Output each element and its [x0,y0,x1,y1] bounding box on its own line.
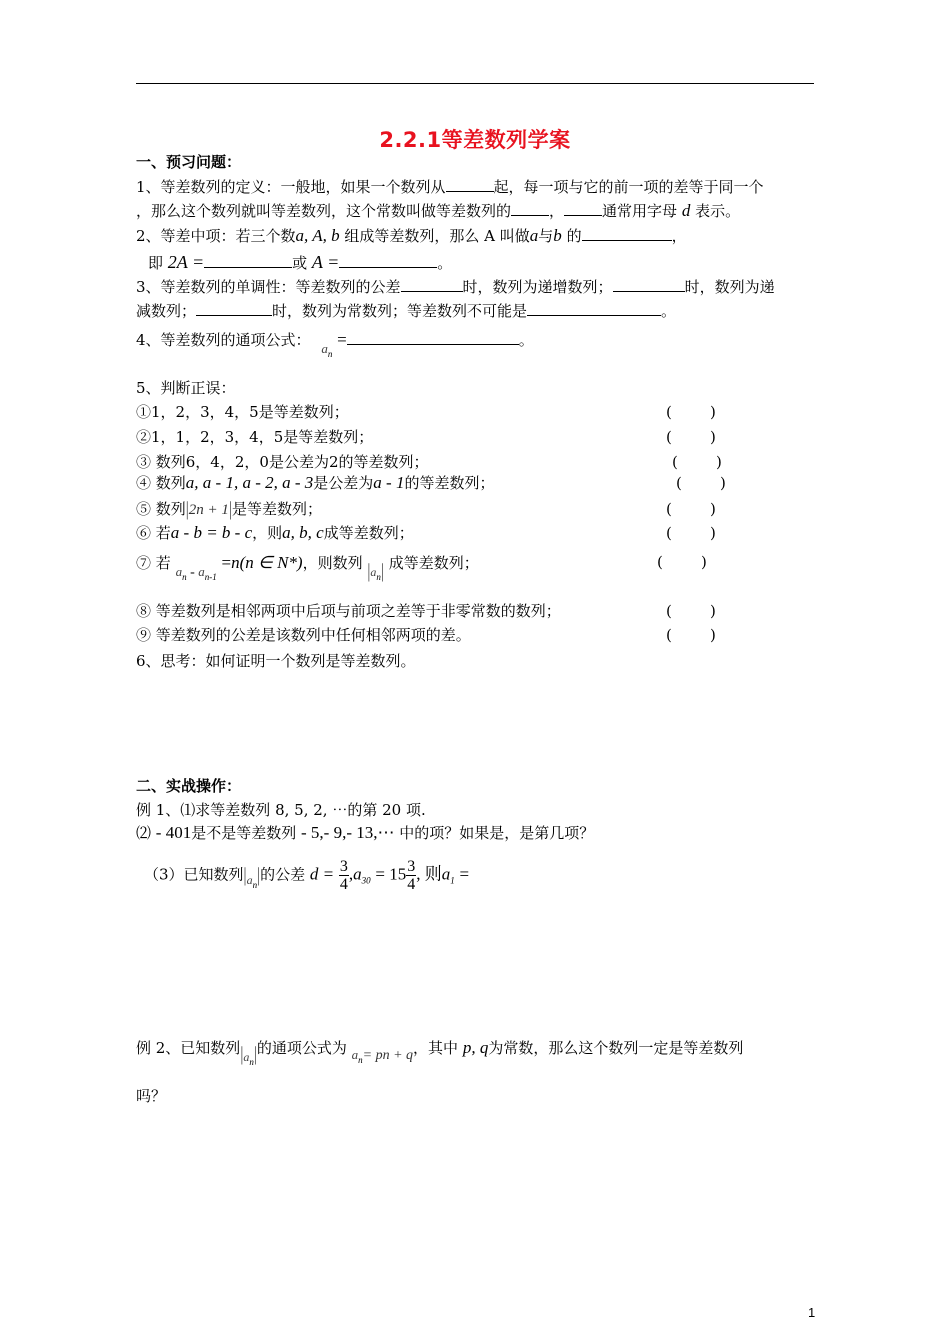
q5-item-5 [136,499,322,520]
q1-line1 [136,177,764,197]
q1-blank-3[interactable] [564,201,602,216]
q5-item-9: ⑨ 等差数列的公差是该数列中任何相邻两项的差。 [136,626,471,644]
frac-num: 3 [339,858,348,875]
frac2-den: 4 [407,876,416,893]
q5-item-7-math: n(n ∈ N*) [231,553,303,572]
q2-text-a: 2、等差中项：若三个数 [136,227,296,245]
q5-item-6-mid: ，则 [252,524,283,542]
q5-item-7-pre: ⑦ 若 [136,554,171,572]
q5-item-7-n1: n-1 [204,572,217,582]
q2-blank-3[interactable] [339,253,437,268]
q5-item-4-math2: a - 1 [373,473,405,492]
ex1-part3-d: d = [309,864,335,884]
q2-var-b: b [553,226,562,245]
q1-text-a: 1、等差数列的定义：一般地，如果一个数列从 [136,178,446,196]
q3-blank-2[interactable] [613,277,685,292]
brace-left-ex1: | [243,865,247,886]
q5-answer-2[interactable]: ( ) [666,428,716,446]
ex2-pq: p, q [462,1038,489,1057]
brace-right-ex1: | [257,865,261,886]
q4-an-n: n [327,349,333,359]
ex1-part3-a30: a [353,864,362,884]
brace-right-ex2: | [253,1044,257,1066]
q6-line: 6、思考：如何证明一个数列是等差数列。 [136,652,416,670]
ex2-line1 [136,1038,744,1067]
ex2-formula-n: n [358,1055,363,1065]
q2-expr-1: 2A = [167,252,205,272]
q4-blank[interactable] [347,330,519,345]
ex1-part2-num: - 401 [155,823,192,842]
q1-blank-1[interactable] [446,177,494,192]
q3-blank-1[interactable] [401,277,463,292]
ex2-text-d: 为常数，那么这个数列一定是等差数列 [488,1039,744,1057]
ex1-part3-a1: a [441,864,451,884]
q5-answer-8[interactable]: ( ) [666,602,716,620]
ex2-formula-a: a [351,1047,359,1062]
frac-den: 4 [339,876,348,893]
q2-expr-2: A = [311,252,340,272]
q2-blank-1[interactable] [582,226,672,241]
q5-item-5-post: 是等差数列； [231,500,322,518]
frac2-num: 3 [407,858,416,875]
q5-item-7-an-n: n [376,572,381,582]
fraction-three-quarters [339,858,349,893]
ex1-part2-post: 中的项？如果是，是第几项？ [399,824,595,842]
q1-line2 [136,201,740,221]
q4-text-end: 。 [518,331,534,349]
brace-right-7: | [380,561,384,583]
ex1-part1: 例 1、⑴求等差数列 8, 5, 2, ⋯的第 20 项. [136,801,426,819]
q5-item-3: ③ 数列6，4，2，0是公差为2的等差数列； [136,453,429,471]
ex2-text-a: 例 2、已知数列 [136,1039,241,1057]
page-number: 1 [808,1305,816,1320]
q2-text-ji: 即 [148,254,164,272]
q5-item-4 [136,473,494,493]
q5-item-7-diff [176,562,217,580]
ex1-part3-eq15: = 15 [375,864,407,884]
q3-text-f: 。 [661,302,677,320]
q5-heading: 5、判断正误： [136,379,236,397]
q5-answer-4[interactable]: ( ) [676,474,726,492]
q5-answer-1[interactable]: ( ) [666,403,716,421]
q5-item-2: ②1，1，2，3，4，5是等差数列； [136,428,374,446]
q5-item-6 [136,523,414,543]
q5-answer-3[interactable]: ( ) [672,453,722,471]
q5-item-7-mid: ，则数列 [302,554,363,572]
ex1-part3: （3）已知数列$|a_n|$的公差 d = $\frac{3}{4}$ $,a_{30} = 15$ $\frac{3}{4}$ , 则$a_1$ = [144,858,470,893]
q1-text-e: 通常用字母 [602,202,678,220]
q5-item-5-pre: ⑤ 数列 [136,500,186,518]
q2-text-yu: 与 [538,227,554,245]
ex1-part2-pre: ⑵ [136,824,152,842]
q4-eq: = [337,330,347,349]
q5-item-6-post: 成等差数列； [323,524,414,542]
q2-text-d: ， [671,227,687,245]
page-title: 2.2.1等差数列学案 [379,128,571,152]
q3-line1 [136,277,775,297]
q3-blank-4[interactable] [527,301,661,316]
q5-answer-9[interactable]: ( ) [666,626,716,644]
ex1-part3-1: 1 [450,875,455,886]
ex1-an-a: a [246,872,253,887]
q3-line2 [136,301,676,321]
q1-blank-2[interactable] [511,201,549,216]
brace-left-ex2: | [240,1044,244,1066]
q4-an-a: a [321,341,328,356]
q4-line [136,330,534,359]
q5-item-4-mid: 是公差为 [313,474,374,492]
ex1-part2-mid: 是不是等差数列 [191,824,297,842]
q5-item-6-math: a - b = b - c [170,523,253,542]
ex1-part2-seq: - 5,- 9,- 13,⋯ [301,823,395,842]
q5-item-7-post: 成等差数列； [388,554,479,572]
q5-item-6-math2: a, b, c [282,523,324,542]
q2-text-c: 的 [566,227,582,245]
q5-item-4-pre: ④ 数列 [136,474,186,492]
q3-text-e: 时，数列为常数列；等差数列不可能是 [272,302,528,320]
q5-item-7-a2: a [198,564,205,579]
ex1-part3-eq: = [459,864,470,884]
q2-text-huo: 或 [292,254,308,272]
section1-heading: 一、预习问题： [136,153,242,171]
q3-text-b: 时，数列为递增数列； [462,278,613,296]
q3-blank-3[interactable] [196,301,272,316]
q5-item-7-an [370,562,381,580]
q4-an [321,339,332,357]
q4-text-a: 4、等差数列的通项公式： [136,331,311,349]
q5-item-7-an-a: a [370,565,377,579]
q2-line2 [148,252,452,273]
ex1-an-n: n [252,879,258,890]
ex1-part3-pre: （3）已知数列 [144,865,244,884]
q1-text-c: ，那么这个数列就叫等差数列，这个常数叫做等差数列的 [136,202,512,220]
q2-blank-2[interactable] [204,253,292,268]
q5-item-5-math: 2n + 1 [188,502,229,518]
q1-text-b: 起，每一项与它的前一项的差等于同一个 [493,178,764,196]
ex2-an-a: a [243,1050,250,1064]
q5-item-6-pre: ⑥ 若 [136,524,171,542]
q5-item-1: ①1，2，3，4，5是等差数列； [136,403,349,421]
ex2-formula-rhs: = pn + q [362,1048,414,1063]
q1-text-d: ， [549,202,565,220]
q2-var-a: a [529,226,539,245]
ex2-text-c: ，其中 [413,1039,459,1057]
brace-left: | [185,499,189,521]
q2-text-b: 组成等差数列，那么 A 叫做 [344,227,530,245]
brace-right: | [228,499,232,521]
ex2-formula [352,1045,413,1063]
q5-item-7-n: n [182,572,187,582]
ex1-part2 [136,823,594,843]
q5-item-7 [136,553,479,583]
q5-item-7-minus: - [186,565,199,580]
ex1-part3-mid: 的公差 [260,865,306,884]
q3-text-a: 3、等差数列的单调性：等差数列的公差 [136,278,401,296]
ex2-an-n: n [249,1057,254,1067]
q3-text-c: 时，数列为递 [684,278,775,296]
q5-answer-5[interactable]: ( ) [666,500,716,518]
q5-item-4-post: 的等差数列； [404,474,495,492]
q5-item-4-math: a, a - 1, a - 2, a - 3 [185,473,314,492]
q5-answer-6[interactable]: ( ) [666,524,716,542]
q3-text-d: 减数列； [136,302,197,320]
fraction-three-quarters-2 [406,858,416,893]
q5-answer-7[interactable]: ( ) [657,553,707,571]
q2-line1 [136,226,687,246]
q5-item-7-eq: = [221,553,232,572]
q5-item-8: ⑧ 等差数列是相邻两项中后项与前项之差等于非零常数的数列； [136,602,561,620]
ex1-part3-30: 30 [361,875,371,886]
q2-vars: a, A, b [295,226,340,245]
ex1-part3-an [247,870,258,888]
q1-letter-d: d [681,201,691,220]
ex1-part3-then: , 则 [416,864,442,884]
q1-text-f: 表示。 [695,202,741,220]
q5-item-7-a: a [175,564,183,579]
header-rule [136,83,814,84]
section2-heading: 二、实战操作： [136,777,242,795]
q2-text-end: 。 [437,254,453,272]
brace-left-7: | [367,561,371,583]
ex2-text-b: 的通项公式为 [256,1039,347,1057]
ex2-line2: 吗？ [136,1087,167,1105]
ex2-an [243,1047,254,1065]
